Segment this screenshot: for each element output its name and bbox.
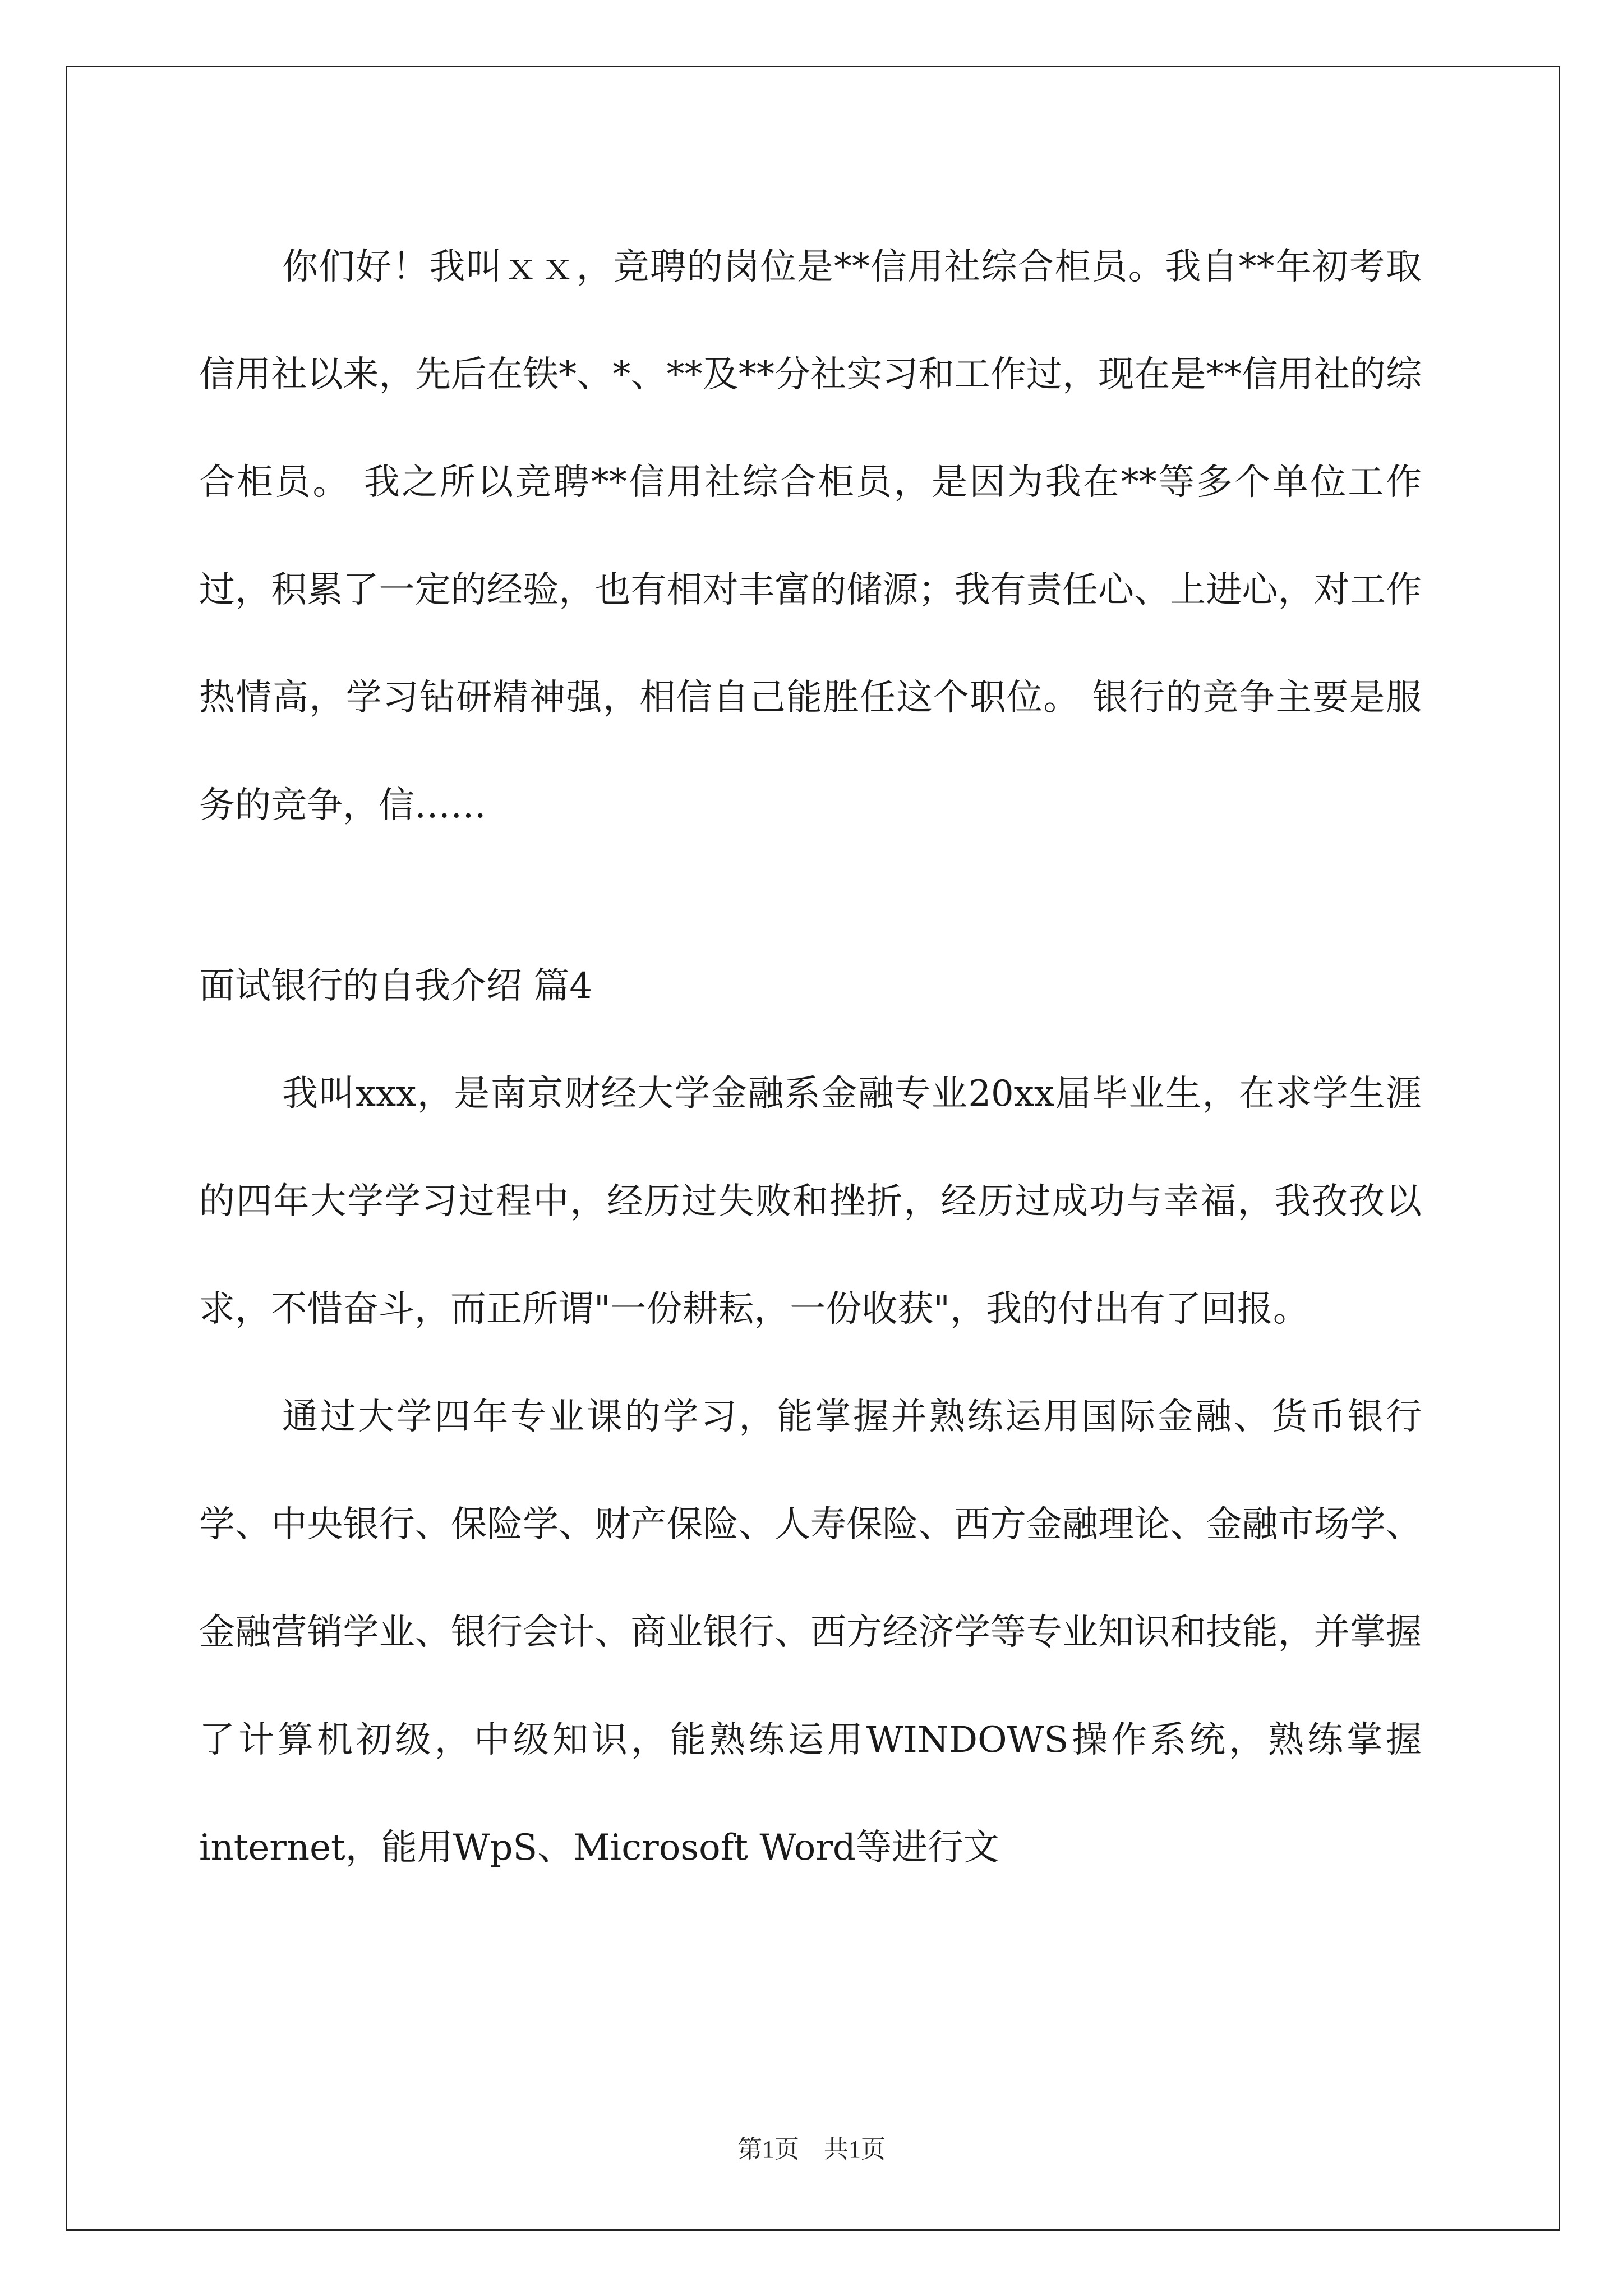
- paragraph-intro: 你们好！我叫ｘｘ，竞聘的岗位是**信用社综合柜员。我自**年初考取信用社以来，先后在铁*、*、**及**分社实习和工作过，现在是**信用社的综合柜员。 我之所以竞聘**信用社综合柜员，是因为我在**等多个单位工作过，积累了一定的经验，也有相对丰富的储源；我有责任心、上进心，对工作热情高，学习钻研精神强，相信自己能胜任这个职位。 银行的竞争主要是服务的竞争，信……: [199, 246, 1422, 826]
- paragraph-skills: 通过大学四年专业课的学习，能掌握并熟练运用国际金融、货币银行学、中央银行、保险学、财产保险、人寿保险、西方金融理论、金融市场学、金融营销学业、银行会计、商业银行、西方经济学等专业知识和技能，并掌握了计算机初级，中级知识，能熟练运用WINDOWS操作系统，熟练掌握internet，能用WpS、Microsoft Word等进行文: [199, 1396, 1422, 1869]
- paragraph-gap: [199, 859, 1422, 932]
- paragraph-self-intro: 我叫xxx，是南京财经大学金融系金融专业20xx届毕业生，在求学生涯的四年大学学习过程中，经历过失败和挫折，经历过成功与幸福，我孜孜以求，不惜奋斗，而正所谓"一份耕耘，一份收获"，我的付出有了回报。: [199, 1073, 1422, 1330]
- document-body: [199, 213, 1422, 1902]
- page-footer: 第1页 共1页: [737, 2136, 886, 2163]
- section-heading: 面试银行的自我介绍 篇4: [199, 965, 593, 1007]
